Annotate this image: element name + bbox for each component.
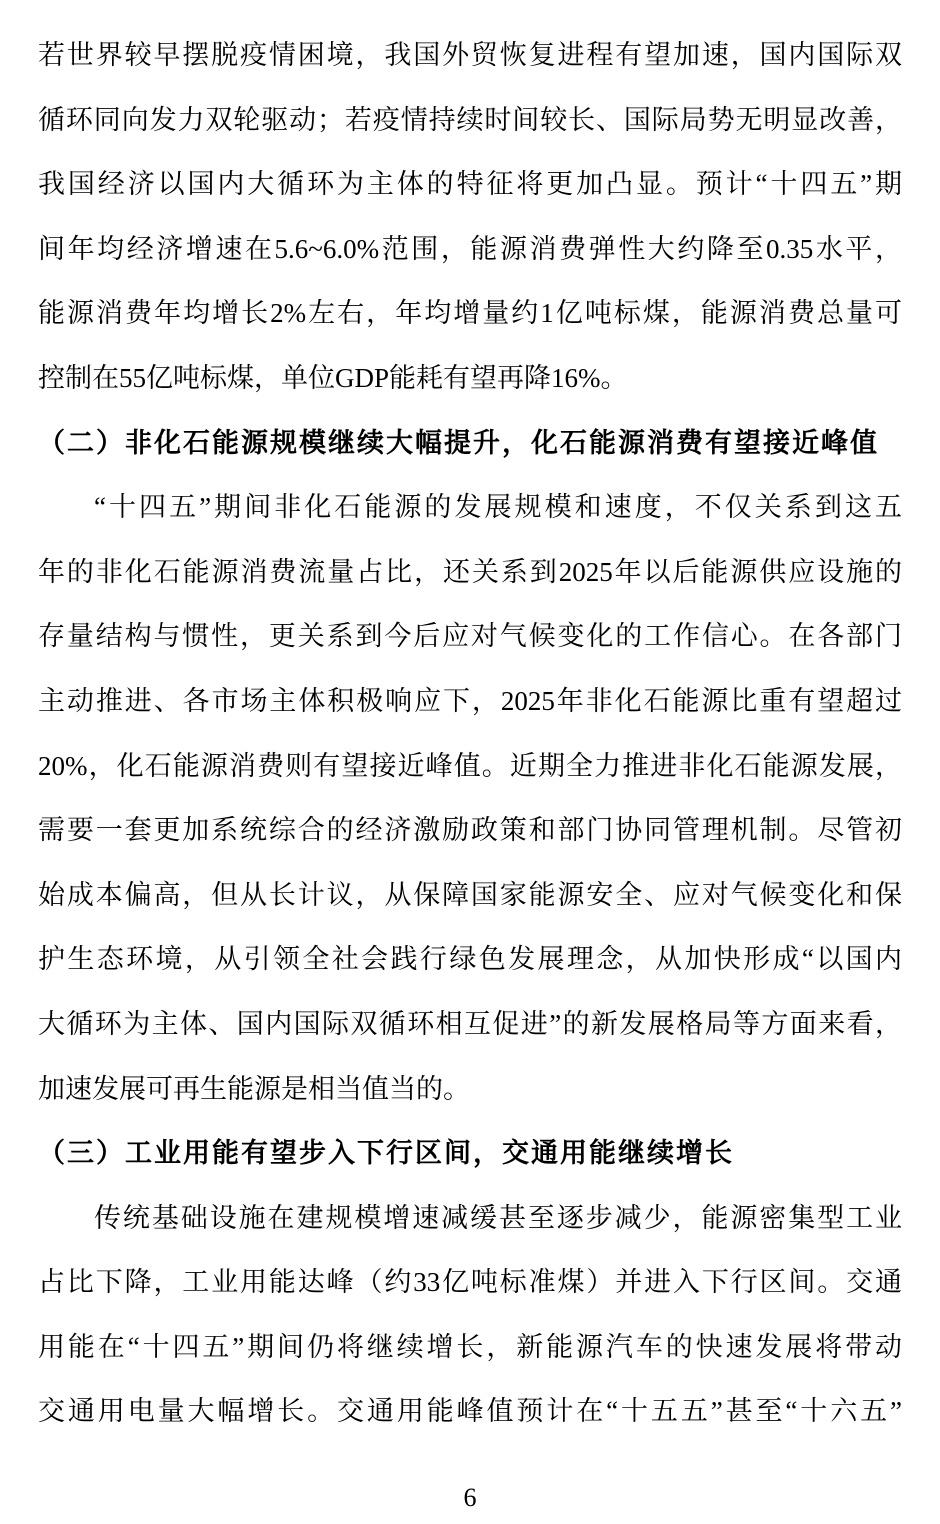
paragraph-1 xyxy=(38,23,902,411)
text-line: 循环同向发力双轮驱动；若疫情持续时间较长、国际局势无明显改善， xyxy=(38,104,902,135)
text-line: 占比下降，工业用能达峰（约33亿吨标准煤）并进入下行区间。交通 xyxy=(38,1267,902,1298)
text-line: “十四五”期间非化石能源的发展规模和速度，不仅关系到这五 xyxy=(94,492,902,523)
paragraph-2 xyxy=(38,475,902,1121)
text-line: 能源消费年均增长2%左右，年均增量约1亿吨标煤，能源消费总量可 xyxy=(38,298,902,329)
text-line: 主动推进、各市场主体积极响应下，2025年非化石能源比重有望超过 xyxy=(38,685,902,716)
text-line: 加速发展可再生能源是相当值当的。 xyxy=(38,1073,470,1104)
text-line: 年的非化石能源消费流量占比，还关系到2025年以后能源供应设施的 xyxy=(38,556,902,587)
text-line: 20%，化石能源消费则有望接近峰值。近期全力推进非化石能源发展， xyxy=(38,750,902,781)
section-heading-3: （三）工业用能有望步入下行区间，交通用能继续增长 xyxy=(38,1138,734,1169)
text-line: 传统基础设施在建规模增速减缓甚至逐步减少，能源密集型工业 xyxy=(94,1202,902,1233)
paragraph-3 xyxy=(38,1186,902,1444)
text-line: 交通用电量大幅增长。交通用能峰值预计在“十五五”甚至“十六五” xyxy=(38,1396,902,1427)
text-line: 大循环为主体、国内国际双循环相互促进”的新发展格局等方面来看， xyxy=(38,1008,902,1039)
text-line: 控制在55亿吨标煤，单位GDP能耗有望再降16%。 xyxy=(38,362,628,393)
text-line: 护生态环境，从引领全社会践行绿色发展理念，从加快形成“以国内 xyxy=(38,944,902,975)
text-line: 始成本偏高，但从长计议，从保障国家能源安全、应对气候变化和保 xyxy=(38,879,902,910)
section-heading-2: （二）非化石能源规模继续大幅提升，化石能源消费有望接近峰值 xyxy=(38,427,879,458)
text-line: 需要一套更加系统综合的经济激励政策和部门协同管理机制。尽管初 xyxy=(38,815,902,846)
text-line: 存量结构与惯性，更关系到今后应对气候变化的工作信心。在各部门 xyxy=(38,621,902,652)
text-line: 我国经济以国内大循环为主体的特征将更加凸显。预计“十四五”期 xyxy=(38,169,902,200)
page-content xyxy=(38,23,902,1444)
page-number: 6 xyxy=(463,1483,477,1512)
text-line: 间年均经济增速在5.6~6.0%范围，能源消费弹性大约降至0.35水平， xyxy=(38,233,902,264)
text-line: 用能在“十四五”期间仍将继续增长，新能源汽车的快速发展将带动 xyxy=(38,1331,902,1362)
text-line: 若世界较早摆脱疫情困境，我国外贸恢复进程有望加速，国内国际双 xyxy=(38,40,902,70)
